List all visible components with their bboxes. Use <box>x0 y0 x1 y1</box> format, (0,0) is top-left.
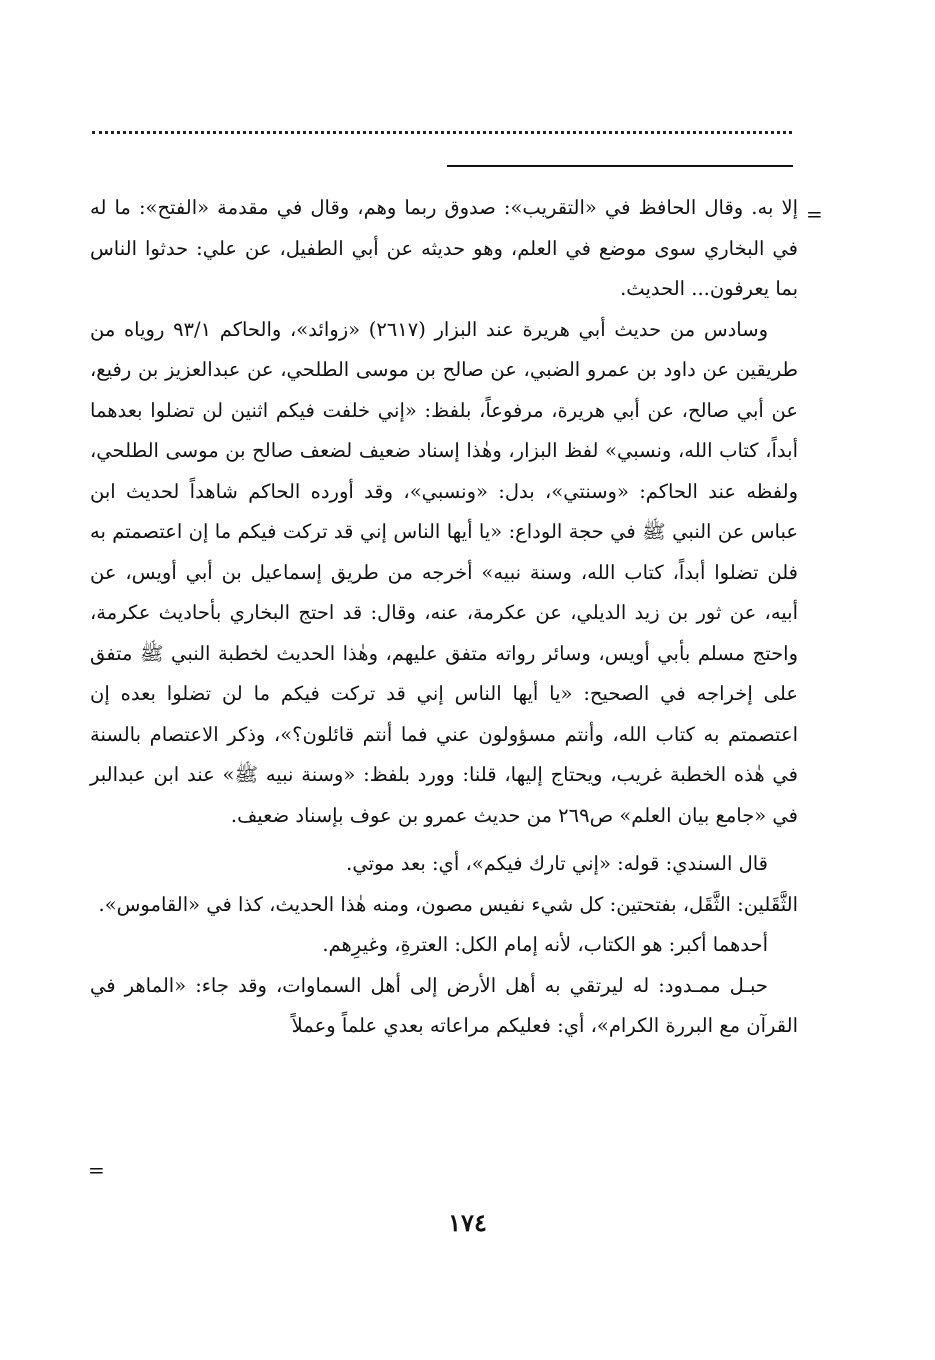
continuation-mark-top: = <box>806 202 823 226</box>
commentary-paragraph-akbar: أحدهما أكبر: هو الكتاب، لأنه إمام الكل: العترةِ، وغيرِهم. <box>322 933 768 956</box>
page-text <box>90 188 798 1047</box>
continuation-mark-bottom: = <box>88 1158 105 1182</box>
commentary-paragraph-sindi: قال السندي: قوله: «إني تارك فيكم»، أي: بعد موتي. <box>346 852 768 875</box>
page-number: ١٧٤ <box>448 1208 487 1237</box>
dotted-separator <box>92 131 792 134</box>
footnote-separator-line <box>447 165 793 167</box>
commentary-paragraph-habl-mamdud: حبـل ممـدود: له ليرتقي به أهل الأرض إلى أهل السماوات، وقد جاء: «الماهر في القرآن مع البررة الكرام»، أي: فعليكم مراعاته بعدي علماً وعملاً <box>90 973 798 1037</box>
commentary-paragraph-thaqalayn: الثَّقَلين: الثَّقَل، بفتحتين: كل شيء نفيس مصون، ومنه هٰذا الحديث، كذا في «القاموس». <box>98 892 798 916</box>
footnote-continuation-paragraph: إلا به. وقال الحافظ في «التقريب»: صدوق ربما وهم، وقال في مقدمة «الفتح»: ما له في البخاري سوى موضع في العلم، وهو حديثه عن أبي الطفيل، عن علي: حدثوا الناس بما يعرفون... الحديث. <box>90 196 798 300</box>
footnote-paragraph-sixth-narration: وسادس من حديث أبي هريرة عند البزار (٢٦١٧) «زوائد»، والحاكم ٩٣/١ روياه من طريقين عن داود بن عمرو الضبي، عن صالح بن موسى الطلحي، عن عبدالعزيز بن رفيع، عن أبي صالح، عن أبي هريرة، مرفوعاً، بلفظ: «إني خلفت فيكم اثنين لن تضلوا بعدهما أبداً، كتاب الله، ونسبي» لفظ البزار، وهٰذا إسناد ضعيف لضعف صالح بن موسى الطلحي، ولفظه عند الحاكم: «وسنتي»، بدل: «ونسبي»، وقد أورده الحاكم شاهداً لحديث ابن عباس عن النبي ﷺ في حجة الوداع: «يا أيها الناس إني قد تركت فيكم ما إن اعتصمتم به فلن تضلوا أبداً، كتاب الله، وسنة نبيه» أخرجه من طريق إسماعيل بن أبي أويس، عن أبيه، عن ثور بن زيد الديلي، عن عكرمة، عنه، وقال: قد احتج البخاري بأحاديث عكرمة، واحتج مسلم بأبي أويس، وسائر رواته متفق عليهم، وهٰذا الحديث لخطبة النبي ﷺ متفق على إخراجه في الصحيح: «يا أيها الناس إني قد تركت فيكم ما لن تضلوا بعده إن اعتصمتم به كتاب الله، وأنتم مسؤولون عني فما أنتم قائلون؟»، وذكر الاعتصام بالسنة في هٰذه الخطبة غريب، ويحتاج إليها، قلنا: وورد بلفظ: «وسنة نبيه ﷺ» عند ابن عبدالبر في «جامع بيان العلم» ص٢٦٩ من حديث عمرو بن عوف بإسناد ضعيف. <box>90 317 799 827</box>
